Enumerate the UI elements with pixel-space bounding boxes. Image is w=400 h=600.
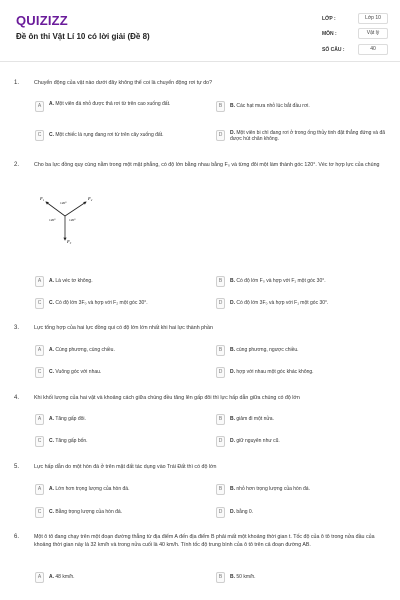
option-b[interactable]	[216, 276, 391, 288]
option-c[interactable]	[35, 436, 210, 448]
question-text: Cho ba lực đồng quy cùng nằm trong một mặt phẳng, có độ lớn bằng nhau bằng F₀ và từng đôi một làm thành góc 120°. Véc tơ hợp lực của chúng	[34, 162, 380, 168]
angle-label-left: 120°	[49, 218, 56, 222]
option-text: D. hợp với nhau một góc khác không.	[230, 369, 314, 375]
option-c[interactable]	[35, 298, 210, 310]
question-text: Chuyển động của vật nào dưới đây không thể coi là chuyển động rơi tự do?	[34, 80, 213, 86]
option-a[interactable]	[35, 414, 210, 426]
option-b[interactable]	[216, 101, 391, 113]
option-d[interactable]	[216, 130, 391, 142]
option-letter-badge: D	[216, 130, 225, 141]
force-vector-f2	[65, 202, 86, 216]
option-text: B. cùng phương, ngược chiều.	[230, 347, 299, 353]
option-text: A. Lớn hơn trọng lượng của hòn đá.	[49, 486, 130, 492]
option-b[interactable]	[216, 484, 391, 496]
option-letter-badge: C	[35, 298, 44, 309]
grade-value: Lớp 10	[358, 13, 388, 24]
option-letter-badge: A	[35, 345, 44, 356]
question-number: 5.	[14, 464, 20, 470]
option-text: B. Các hạt mưa nhỏ lúc bắt đầu rơi.	[230, 103, 310, 109]
question-count-value: 40	[358, 44, 388, 55]
option-text: C. Vuông góc với nhau.	[49, 369, 102, 375]
option-c[interactable]	[35, 130, 210, 142]
option-letter-badge: B	[216, 345, 225, 356]
option-letter-badge: C	[35, 436, 44, 447]
question-count-label: SỐ CÂU :	[322, 47, 345, 53]
question-number: 3.	[14, 325, 20, 331]
label-f3: F₃	[67, 239, 72, 244]
option-text: C. Tăng gấp bốn.	[49, 438, 88, 444]
option-letter-badge: A	[35, 276, 44, 287]
option-b[interactable]	[216, 414, 391, 426]
option-letter-badge: B	[216, 484, 225, 495]
option-letter-badge: D	[216, 367, 225, 378]
question-text: Lực tổng hợp của hai lực đồng qui có độ lớn lớn nhất khi hai lực thành phần	[34, 325, 213, 331]
option-d[interactable]	[216, 436, 391, 448]
option-d[interactable]	[216, 298, 391, 310]
worksheet-title: Đề ôn thi Vật Lí 10 có lời giải (Đề 8)	[16, 32, 150, 41]
label-f1: F₁	[40, 196, 45, 201]
question-number: 4.	[14, 395, 20, 401]
option-letter-badge: D	[216, 507, 225, 518]
option-letter-badge: A	[35, 572, 44, 583]
option-b[interactable]	[216, 572, 391, 584]
question-number: 2.	[14, 162, 20, 168]
option-text: B. giảm đi một nửa.	[230, 416, 274, 422]
worksheet-header	[0, 0, 400, 62]
option-letter-badge: A	[35, 414, 44, 425]
option-text: D. giữ nguyên như cũ.	[230, 438, 280, 444]
option-text: B. nhỏ hơn trọng lượng của hòn đá.	[230, 486, 310, 492]
option-letter-badge: A	[35, 101, 44, 112]
option-text: B. 50 km/h.	[230, 574, 256, 580]
option-letter-badge: D	[216, 436, 225, 447]
question-text: Khi khối lượng của hai vật và khoảng cách giữa chúng đều tăng lên gấp đôi thì lực hấp dẫn giữa chúng có độ lớn	[34, 395, 300, 401]
label-f2: F₂	[88, 196, 93, 201]
subject-label: MÔN :	[322, 31, 337, 37]
option-letter-badge: D	[216, 298, 225, 309]
option-text: D. Có độ lớn 3F₀ và hợp với F₁ một góc 30°.	[230, 300, 329, 306]
option-a[interactable]	[35, 345, 210, 357]
option-c[interactable]	[35, 367, 210, 379]
option-text: C. Một chiếc lá rụng đang rơi từ trên cây xuống đất.	[49, 132, 164, 138]
option-a[interactable]	[35, 572, 210, 584]
option-text: A. Một viên đá nhỏ được thả rơi từ trên cao xuống đất.	[49, 101, 171, 107]
force-diagram	[30, 188, 100, 248]
option-letter-badge: C	[35, 507, 44, 518]
option-text: C. Có độ lớn 3F₀ và hợp với F₂ một góc 30°.	[49, 300, 148, 306]
option-letter-badge: B	[216, 414, 225, 425]
option-letter-badge: C	[35, 130, 44, 141]
option-a[interactable]	[35, 484, 210, 496]
option-d[interactable]	[216, 507, 391, 519]
grade-label: LỚP :	[322, 16, 336, 22]
option-letter-badge: B	[216, 572, 225, 583]
option-letter-badge: B	[216, 101, 225, 112]
option-text: A. Cùng phương, cùng chiều.	[49, 347, 115, 353]
option-b[interactable]	[216, 345, 391, 357]
option-a[interactable]	[35, 101, 211, 113]
option-d[interactable]	[216, 367, 391, 379]
question-text: Một ô tô đang chạy trên một đoạn đường thẳng từ địa điểm A đến địa điểm B phải mất một khoảng thời gian t. Tốc độ của ô tô trong nửa đầu của khoảng thời gian này là 32 km/h và trong nửa cuối là 40 km/h. Tính tốc độ trung bình của ô tô trên cả đoạn đường AB.	[34, 534, 375, 548]
question-number: 6.	[14, 534, 20, 540]
question-text: Lực hấp dẫn do một hòn đá ở trên mặt đất tác dụng vào Trái Đất thì có độ lớn	[34, 464, 217, 470]
option-text: A. 48 km/h.	[49, 574, 75, 580]
option-text: C. Bằng trọng lượng của hòn đá.	[49, 509, 123, 515]
question-number: 1.	[14, 80, 20, 86]
option-letter-badge: B	[216, 276, 225, 287]
option-text: A. Là véc tơ không.	[49, 278, 93, 284]
option-text: D. bằng 0.	[230, 509, 254, 515]
angle-label-right: 120°	[69, 218, 76, 222]
subject-value: Vật lý	[358, 28, 388, 39]
option-letter-badge: C	[35, 367, 44, 378]
option-a[interactable]	[35, 276, 210, 288]
quizizz-logo[interactable]: QUIZIZZ	[16, 13, 68, 28]
option-text: B. Có độ lớn F₀ và hợp với F₁ một góc 30°.	[230, 278, 326, 284]
option-text: D. Một viên bi chì đang rơi ở trong ống thủy tinh đặt thẳng đứng và đã được hút chân không.	[230, 130, 385, 142]
option-c[interactable]	[35, 507, 210, 519]
option-letter-badge: A	[35, 484, 44, 495]
angle-label-top: 120°	[60, 201, 67, 205]
option-text: A. Tăng gấp đôi.	[49, 416, 86, 422]
